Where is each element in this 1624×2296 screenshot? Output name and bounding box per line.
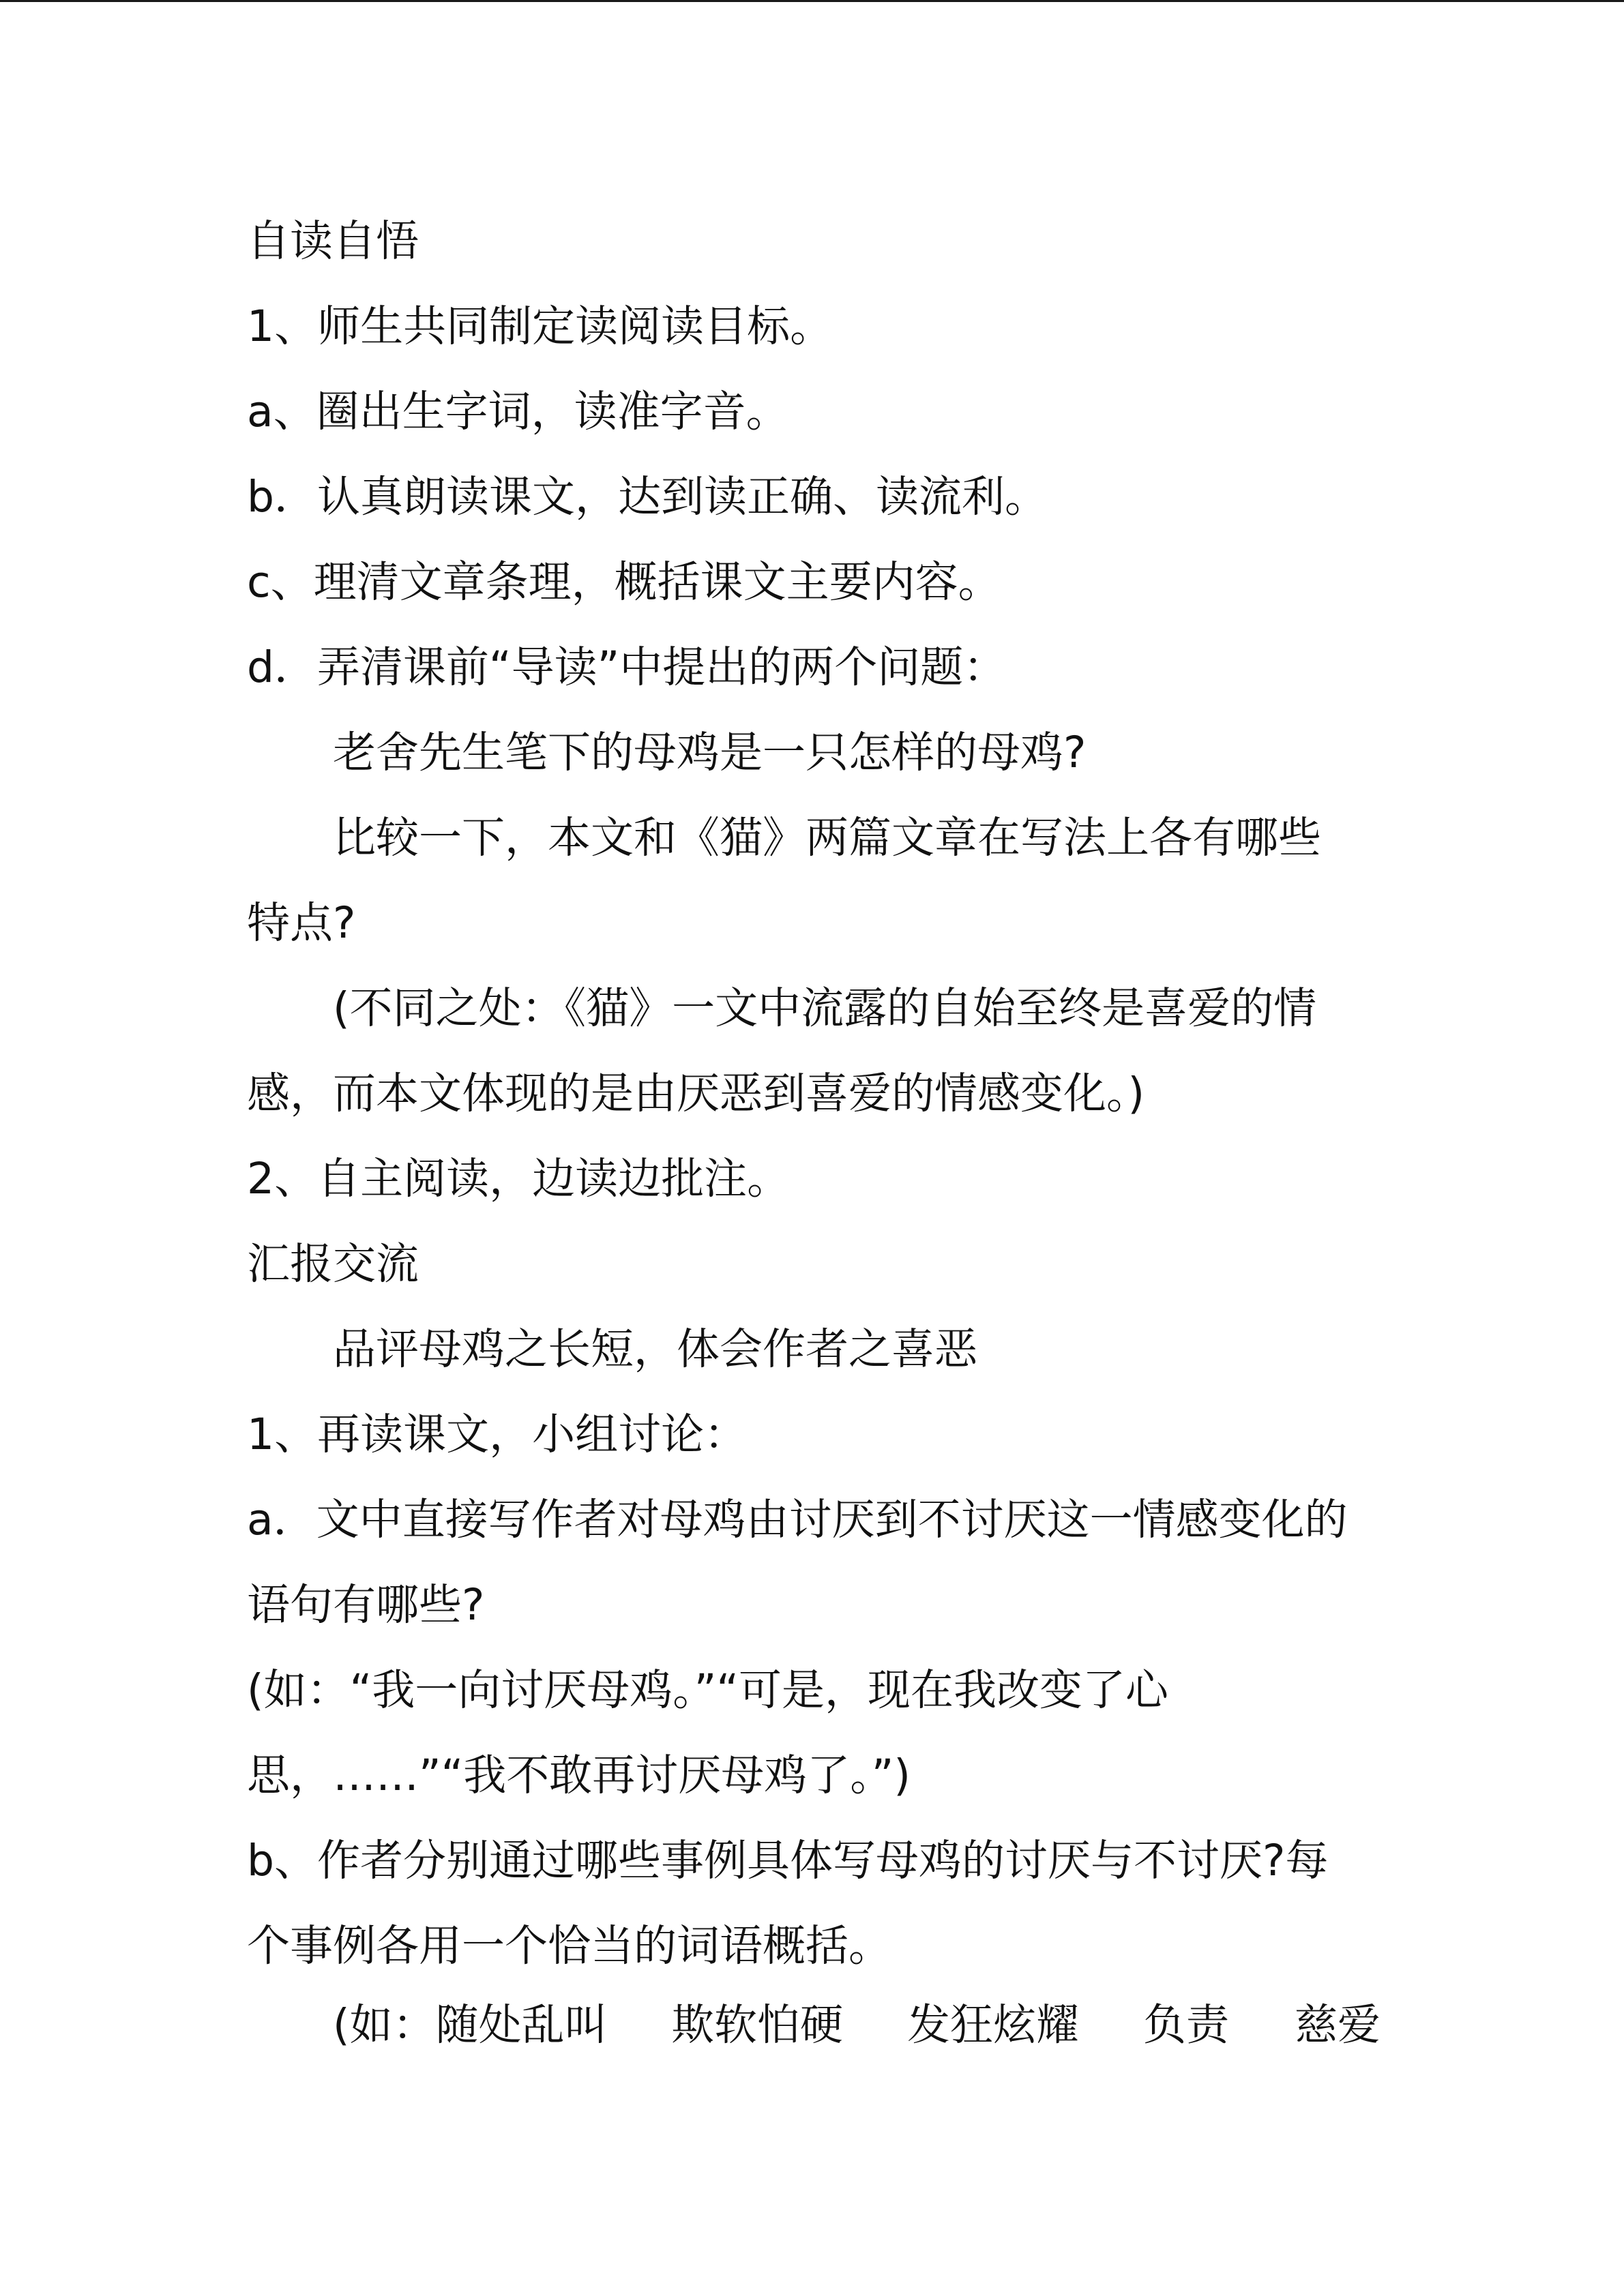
question-one: 老舍先生笔下的母鸡是一只怎样的母鸡? <box>333 728 1087 777</box>
list-item-a-new-words: a、圈出生字词，读准字音。 <box>247 387 789 436</box>
answer-b-term: 慈爱 <box>1295 2000 1381 2050</box>
list-item-c-main-content: c、理清文章条理，概括课文主要内容。 <box>247 557 1001 607</box>
list-item-group-discussion: 1、再读课文，小组讨论： <box>247 1410 748 1459</box>
answer-b-term: 发狂炫耀 <box>907 2000 1079 2050</box>
subheading-evaluate-hen: 品评母鸡之长短，体会作者之喜恶 <box>333 1324 977 1374</box>
section-heading-report: 汇报交流 <box>247 1239 419 1289</box>
question-b-line-1: b、作者分别通过哪些事例具体写母鸡的讨厌与不讨厌?每 <box>247 1836 1329 1885</box>
answer-b-term: 欺软怕硬 <box>671 2000 843 2050</box>
list-item-reading-goals: 1、师生共同制定读阅读目标。 <box>247 301 833 351</box>
answer-a-line-1: (如：“我一向讨厌母鸡。”“可是，现在我改变了心 <box>247 1665 1168 1715</box>
answer-difference-line-2: 感，而本文体现的是由厌恶到喜爱的情感变化。) <box>247 1069 1145 1118</box>
section-heading-self-reading: 自读自悟 <box>247 216 419 266</box>
list-item-d-two-questions: d．弄清课前“导读”中提出的两个问题： <box>247 642 1007 692</box>
question-a-line-1: a．文中直接写作者对母鸡由讨厌到不讨厌这一情感变化的 <box>247 1495 1348 1545</box>
answer-b-prefix: (如：随处乱叫 <box>333 2000 608 2050</box>
answer-b-term: 负责 <box>1143 2000 1229 2050</box>
question-two-line-2: 特点? <box>247 898 356 948</box>
question-two-line-1: 比较一下，本文和《猫》两篇文章在写法上各有哪些 <box>333 813 1321 863</box>
answer-a-line-2: 思，……”“我不敢再讨厌母鸡了。”) <box>247 1750 911 1800</box>
list-item-independent-reading: 2、自主阅读，边读边批注。 <box>247 1154 791 1204</box>
question-a-line-2: 语句有哪些? <box>247 1580 485 1630</box>
list-item-b-read-aloud: b．认真朗读课文，达到读正确、读流利。 <box>247 472 1048 522</box>
answer-difference-line-1: (不同之处：《猫》一文中流露的自始至终是喜爱的情 <box>333 983 1317 1033</box>
question-b-line-2: 个事例各用一个恰当的词语概括。 <box>247 1921 891 1971</box>
